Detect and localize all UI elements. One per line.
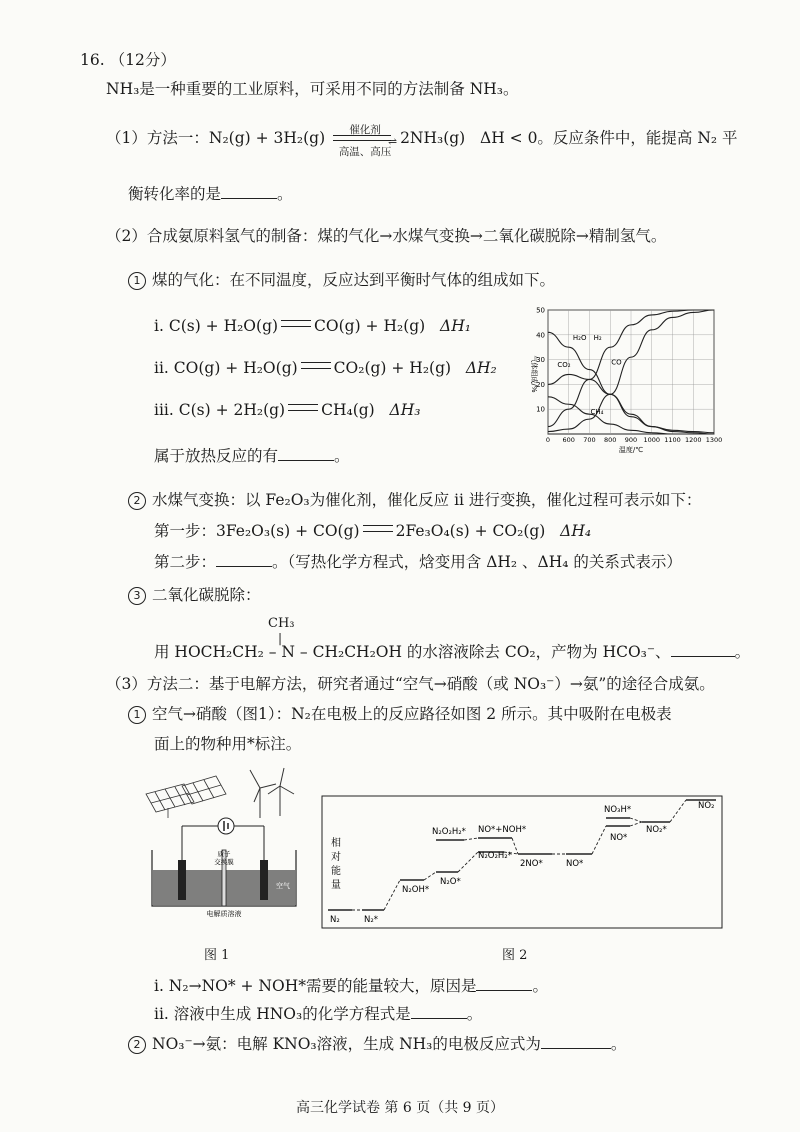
part3-sub2 <box>128 1034 626 1054</box>
composition-chart <box>526 304 726 460</box>
step1-left: 3Fe₂O₃(s) + CO(g) <box>216 522 360 540</box>
x-tick-label: 1200 <box>684 436 702 444</box>
qii-text: ii. 溶液中生成 HNO₃的化学方程式是 <box>154 1005 411 1023</box>
wind-turbine-icon <box>250 768 294 818</box>
part1-question: 衡转化率的是 <box>128 185 222 203</box>
x-tick-label: 1100 <box>664 436 681 444</box>
x-tick-label: 1300 <box>705 436 723 444</box>
series-label: H₂O <box>572 333 587 342</box>
left-electrode <box>178 860 186 900</box>
energy-y-label <box>331 836 341 891</box>
amine-text: 用 HOCH₂CH₂ – N – CH₂CH₂OH 的水溶液除去 CO₂，产物为 HCO₃⁻、 <box>154 643 671 661</box>
question-intro <box>106 79 519 99</box>
answer-blank-6[interactable] <box>411 1004 467 1019</box>
rxn-num: i. <box>154 317 164 335</box>
x-tick-label: 900 <box>624 436 638 444</box>
y-tick-label: 50 <box>536 306 545 315</box>
part2-sub1 <box>128 270 555 290</box>
part3-intro: （3）方法二：基于电解方法，研究者通过“空气→硝酸（或 NO₃⁻）→氨”的途径合成氨。 <box>106 675 715 693</box>
composition-chart-svg <box>526 304 726 456</box>
species-label: NO₂* <box>646 825 667 835</box>
species-label: N₂OH* <box>402 885 430 895</box>
intro-text: 是一种重要的工业原料，可采用不同的方法制备 NH₃。 <box>139 80 519 98</box>
electrolyte-label: 电解质溶液 <box>206 910 242 918</box>
period: 。 <box>334 447 350 465</box>
sub2-text: 水煤气变换：以 Fe₂O₃为催化剂，催化反应 ii 进行变换，催化过程可表示如下： <box>152 491 702 509</box>
x-axis-label: 温度/℃ <box>618 446 644 454</box>
question-score: （12分） <box>109 51 176 69</box>
question-ii <box>154 1004 482 1024</box>
question-i <box>154 976 548 996</box>
species-label: NO₃H* <box>604 805 632 815</box>
sub2b-text: NO₃⁻→氨：电解 KNO₃溶液，生成 NH₃的电极反应式为 <box>152 1035 541 1053</box>
period: 。 <box>466 1005 483 1023</box>
catalyst-label: 催化剂 <box>349 124 381 136</box>
circled-2-icon: 2 <box>128 492 146 510</box>
question-header <box>80 50 176 70</box>
rxn-right: CO(g) + H₂(g) <box>314 317 426 335</box>
exo-text: 属于放热反应的有 <box>154 447 279 465</box>
x-tick-label: 800 <box>604 436 617 444</box>
amine-line <box>154 642 750 662</box>
sub3-text: 二氧化碳脱除： <box>152 586 261 604</box>
page-footer: 高三化学试卷 第 6 页（共 9 页） <box>295 1100 505 1116</box>
answer-blank-2[interactable] <box>278 446 334 461</box>
part2-sub2 <box>128 490 701 510</box>
solar-panel-icon <box>146 776 226 818</box>
ch3-group: CH₃ <box>268 616 295 631</box>
series-label: CH₄ <box>590 408 604 417</box>
x-tick-label: 1000 <box>643 436 661 444</box>
circled-1b-icon: 1 <box>128 706 146 724</box>
answer-blank-3[interactable] <box>216 552 272 567</box>
part1-line2 <box>128 184 293 204</box>
species-label: N₂O* <box>440 877 461 887</box>
bond-line: | <box>278 631 283 645</box>
svg-text:相: 相 <box>331 838 341 849</box>
part1-line <box>106 124 738 158</box>
pathway-connector <box>464 838 478 840</box>
species-label: NO₂ <box>698 801 715 811</box>
step1 <box>154 521 591 541</box>
pathway-connector <box>384 880 400 910</box>
rxn-left: CO(g) + H₂O(g) <box>173 359 298 377</box>
species-label: NO* <box>610 833 628 843</box>
y-axis-label: 气体组成/% <box>530 355 538 393</box>
period: 。 <box>734 643 751 661</box>
svg-text:量: 量 <box>331 880 341 891</box>
step1-label: 第一步： <box>154 522 217 540</box>
intro-subject: NH₃ <box>106 80 140 98</box>
pathway-connector <box>458 852 478 872</box>
part2-sub3 <box>128 585 261 605</box>
series-label: CO <box>611 358 622 367</box>
exo-question <box>154 446 350 466</box>
period: 。 <box>610 1035 627 1053</box>
pathway-connector <box>424 872 436 880</box>
equilibrium-arrow: 催化剂 ⇌ 高温、高压 <box>333 126 397 148</box>
species-label: N₂O₂H₂* <box>432 827 466 837</box>
membrane-label: 交换膜 <box>214 858 234 866</box>
step2-label: 第二步： <box>154 553 217 571</box>
rxn-dh: ΔH₂ <box>465 359 497 377</box>
answer-blank-5[interactable] <box>476 976 532 991</box>
reaction-ii <box>154 358 497 378</box>
reaction-iii <box>154 400 420 420</box>
rxn-dh: ΔH₁ <box>440 317 471 335</box>
x-tick-label: 700 <box>583 436 596 444</box>
rxn-num: iii. <box>154 401 174 419</box>
part1-reactants: N₂(g) + 3H₂(g) <box>208 129 326 147</box>
x-tick-label: 0 <box>545 436 551 444</box>
power-source-icon <box>218 818 234 834</box>
species-label: 2NO* <box>520 859 543 869</box>
part3-sub1 <box>128 704 672 724</box>
question-number: 16. <box>80 51 105 69</box>
right-electrode <box>260 860 268 900</box>
sub1-line1: 空气→硝酸（图1）：N₂在电极上的反应路径如图 2 所示。其中吸附在电极表 <box>152 705 672 723</box>
circled-3-icon: 3 <box>128 587 146 605</box>
rxn-num: ii. <box>154 359 169 377</box>
step1-dh: ΔH₄ <box>560 522 592 540</box>
part2-intro: （2）合成氨原料氢气的制备：煤的气化→水煤气变换→二氧化碳脱除→精制氢气。 <box>106 227 667 245</box>
circled-2b-icon: 2 <box>128 1036 146 1054</box>
y-tick-label: 40 <box>536 331 545 340</box>
membrane-label: 质子 <box>217 850 231 858</box>
series-label: CO₂ <box>557 361 571 370</box>
pathway-connector <box>592 826 606 854</box>
air-label: 空气 <box>276 882 290 890</box>
rxn-left: C(s) + 2H₂(g) <box>178 401 286 419</box>
figure-1-caption: 图 1 <box>204 948 230 963</box>
step2-note: 。（写热化学方程式，焓变用含 ΔH₂ 、ΔH₄ 的关系式表示） <box>272 553 682 571</box>
rxn-dh: ΔH₃ <box>389 401 421 419</box>
pathway-connector <box>630 818 642 822</box>
answer-blank-7[interactable] <box>541 1034 611 1049</box>
x-tick-label: 600 <box>562 436 575 444</box>
pathway-connector <box>512 838 518 854</box>
part1-label: （1）方法一： <box>106 129 209 147</box>
part1-dh: ΔH < 0。反应条件中，能提高 N₂ 平 <box>480 129 738 147</box>
rxn-right: CO₂(g) + H₂(g) <box>333 359 452 377</box>
answer-blank-1[interactable] <box>221 184 277 199</box>
electrolysis-diagram <box>138 766 308 926</box>
rxn-right: CH₄(g) <box>321 401 375 419</box>
period: 。 <box>277 185 293 203</box>
step2 <box>154 552 682 572</box>
step1-right: 2Fe₃O₄(s) + CO₂(g) <box>395 522 546 540</box>
reaction-i <box>154 316 471 336</box>
condition-label: 高温、高压 <box>338 146 392 158</box>
species-label: N₂O₂H₂* <box>478 851 512 861</box>
rxn-left: C(s) + H₂O(g) <box>168 317 279 335</box>
figure-2 <box>318 792 726 938</box>
species-label: N₂* <box>364 915 379 925</box>
pathway-connector <box>670 800 686 822</box>
pathway-connector <box>630 822 642 826</box>
y-tick-label: 10 <box>536 405 545 414</box>
figure-1 <box>138 766 308 930</box>
figure-2-caption: 图 2 <box>502 948 528 963</box>
y-tick-label: 30 <box>536 356 545 365</box>
species-label: NO* <box>566 859 584 869</box>
species-label: NO*+NOH* <box>478 825 527 835</box>
part1-product: 2NH₃(g) <box>400 129 466 147</box>
period: 。 <box>532 977 548 995</box>
y-tick-label: 20 <box>536 380 545 389</box>
sub1-text: 煤的气化：在不同温度，反应达到平衡时气体的组成如下。 <box>152 271 556 289</box>
svg-text:能: 能 <box>331 866 341 877</box>
energy-diagram <box>318 792 726 934</box>
species-label: N₂ <box>330 915 340 925</box>
part3-sub1-line2: 面上的物种用*标注。 <box>154 735 302 753</box>
series-label: H₂ <box>593 333 602 342</box>
circled-1-icon: 1 <box>128 272 146 290</box>
svg-text:对: 对 <box>331 852 341 863</box>
answer-blank-4[interactable] <box>671 642 735 657</box>
qi-text: i. N₂→NO* + NOH*需要的能量较大，原因是 <box>154 977 477 995</box>
